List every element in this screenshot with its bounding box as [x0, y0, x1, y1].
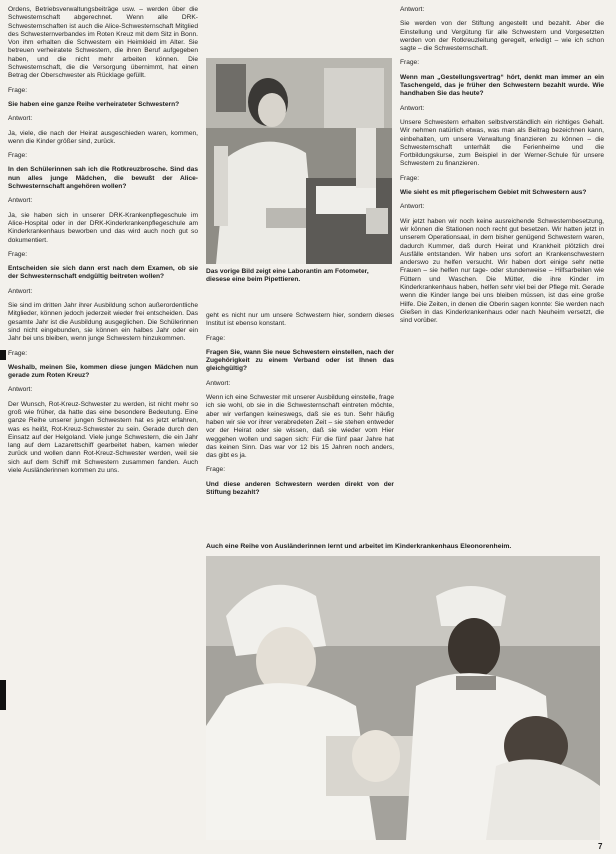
question: Fragen Sie, wann Sie neue Schwestern einstellen, nach der Zugehörigkeit zu einem Verband oder ist Ihnen das gleichgültig?	[206, 348, 394, 373]
question: Wie sieht es mit pflegerischem Gebiet mit Schwestern aus?	[400, 189, 587, 197]
question-label: Frage:	[8, 86, 28, 94]
answer: Unsere Schwestern erhalten selbstverständlich ein richtiges Gehalt. Wir nehmen natürlich etwas, was man als Beitrag bezeichnen kann, einbehalten, um unsere Verwaltung finanzieren zu können – die Schwesternschaft unterhält die Ferienheime und die Fortbildungskurse, zum Beispiel in der Werner-Schule für unsere Schwestern zu finanzieren.	[400, 118, 604, 168]
answer-label: Antwort:	[400, 6, 425, 13]
answer: Sie werden von der Stiftung angestellt und bezahlt. Aber die Einstellung und Vergütung für alle Schwestern und Vorgesetzten werden von der Rotkreuzleitung geregelt, erledigt – wie ich schon sagte – die Schwesternschaft.	[400, 20, 604, 53]
question-label: Frage:	[8, 250, 28, 258]
answer-label: Antwort:	[400, 104, 425, 112]
nurses-with-child-illustration	[206, 556, 600, 840]
lab-technician-photo	[206, 58, 392, 264]
answer-label: Antwort:	[8, 386, 33, 394]
answer: Der Wunsch, Rot-Kreuz-Schwester zu werden, ist nicht mehr so groß wie früher, da hatte das eine besondere Bedeutung. Eine ganze Reihe unserer jungen Schwestern hat es jetzt erfahren, was es heißt, Rot-Kreuz-Schwester zu sein. Gerade durch den Einsatz auf der Helgoland. Viele junge Schwestern, die ein Jahr lang auf dem Lazarettschiff gearbeitet haben, kamen wieder zurück und wollen dann Rot-Kreuz-Schwester werden, weil sie sich auf dem Schiff mit Schwestern zusammen fanden. Auch viele Ausländerinnen kommen zu uns.	[8, 400, 198, 475]
paragraph: Ordens, Betriebsverwaltungsbeiträge usw. – werden über die Schwesternschaft abgerechnet. Wenn alle DRK-Schwesternschaften ist auch die Alice-Schwesternschaft Mitglied des Schwesternverbandes im Roten Kreuz mit dem Sitz in Bonn. Von ihm erhalten die Schwestern ein Heimkleid im Alter. Sie betreuen verheiratete Schwestern, die ihren Beruf aufgegeben haben, und die nicht mehr arbeiten können. Die Schwesternschaft, die die Versorgung übernimmt, hat einen Betrag der Oberschwester als Rücklage gefüllt.	[8, 6, 198, 80]
question-label: Frage:	[8, 152, 28, 160]
question: Sie haben eine ganze Reihe verheirateter Schwestern?	[8, 100, 180, 108]
question-label: Frage:	[206, 466, 226, 474]
question: Wenn man „Gestellungsvertrag“ hört, denkt man immer an ein Taschengeld, das je früher den Schwestern bezahlt wurde. Wie handhaben Sie das heute?	[400, 73, 604, 98]
answer-label: Antwort:	[8, 287, 33, 295]
answer: Wenn ich eine Schwester mit unserer Ausbildung einstelle, frage ich sie wohl, ob sie in die Schwesternschaft eintreten möchte, aber wir verfangen keineswegs, daß sie es tun. Sehr häufig haben wir sie vor ihrer verabredeten Zeit – sie stehen entweder vor der Heirat oder sie wissen, daß sie wieder vom Hier weggehen wollen und sagen sich: Für die fünf paar Jahre hat das keinen Sinn. Das war vor 12 bis 15 Jahren noch anders, das gibt es ja.	[206, 394, 394, 460]
question-label: Frage:	[400, 59, 420, 67]
answer: Ja, sie haben sich in unserer DRK-Krankenpflegeschule im Alice-Hospital oder in der DRK-Kinderkrankenpflegeschule am Kinderkrankenhaus beworben und das wird auch noch gut so dokumentiert.	[8, 211, 198, 244]
answer-label: Antwort:	[8, 197, 33, 205]
answer: Wir jetzt haben wir noch keine ausreichende Schwesternbesetzung, wir können die Stationen noch recht gut besetzen. Wir hatten jetzt in unserem Operationsaal, in dem bisher genügend Schwestern waren, dadurch Kummer, daß durch Heirat und Krankheit plötzlich drei Ausfälle entstanden. Wir haben uns sofort an Krankenschwestern anderswo zu helfen versucht. Wir haben dort einige sehr nette Frauen – sie helfen nur tage- oder stundenweise – Hilfsarbeiten wie Füttern und Waschen. Die Mütter, die ihre Kinder im Kinderkrankenhaus haben, helfen sehr viel bei der Pflege mit. Gerade wenn die Kinder lange bei uns bleiben müssen, ist das eine große Hilfe. Die Zeiten, in denen die Oberin sagen konnte: Sie werden nach Gießen in das Kinderkrankenhaus oder nach Neuheim versetzt, die sind vorüber.	[400, 217, 604, 325]
nurses-with-child-photo	[206, 556, 600, 840]
question: Und diese anderen Schwestern werden direkt von der Stiftung bezahlt?	[206, 480, 394, 497]
question-label: Frage:	[400, 174, 420, 182]
answer: Ja, viele, die nach der Heirat ausgeschieden waren, kommen, wenn die Kinder größer sind, zurück.	[8, 129, 198, 145]
answer-label: Antwort:	[8, 115, 33, 123]
page-edge-mark	[0, 350, 6, 360]
answer-label: Antwort:	[400, 203, 425, 211]
article-column-3	[400, 6, 604, 332]
article-column-1	[8, 6, 198, 481]
question-label: Frage:	[8, 349, 28, 357]
lab-technician-illustration	[206, 58, 392, 264]
photo-caption: Das vorige Bild zeigt eine Laborantin am Fotometer, diesese eine beim Pipettieren.	[206, 268, 369, 284]
question: Weshalb, meinen Sie, kommen diese jungen Mädchen nun gerade zum Roten Kreuz?	[8, 363, 198, 380]
photo-caption: Auch eine Reihe von Ausländerinnen lernt und arbeitet im Kinderkrankenhaus Eleonorenheim.	[206, 543, 512, 550]
answer: Sie sind im dritten Jahr ihrer Ausbildung schon außerordentliche Mitglieder, können jedoch jederzeit wieder frei entscheiden. Das gesamte Jahr ist die Ausbildung ausgeglichen. Die Schülerinnen sind nicht eingebunden, sie können ein halbes Jahr oder ein Jahr bei uns bleiben, wenn junge Schwestern hinzukommen.	[8, 302, 198, 343]
paragraph: geht es nicht nur um unsere Schwestern hier, sondern dieses Institut ist ebenso konstant.	[206, 312, 394, 328]
answer-label: Antwort:	[206, 379, 231, 387]
page-edge-mark	[0, 680, 6, 710]
question: In den Schülerinnen sah ich die Rotkreuzbrosche. Sind das nun alles junge Mädchen, die bewußt der Alice-Schwesternschaft angehören wollen?	[8, 166, 198, 191]
question-label: Frage:	[206, 334, 226, 342]
question: Entscheiden sie sich dann erst nach dem Examen, ob sie der Schwesternschaft endgültig beitreten wollen?	[8, 265, 198, 281]
article-column-2	[206, 312, 394, 503]
page-number: 7	[598, 842, 603, 851]
